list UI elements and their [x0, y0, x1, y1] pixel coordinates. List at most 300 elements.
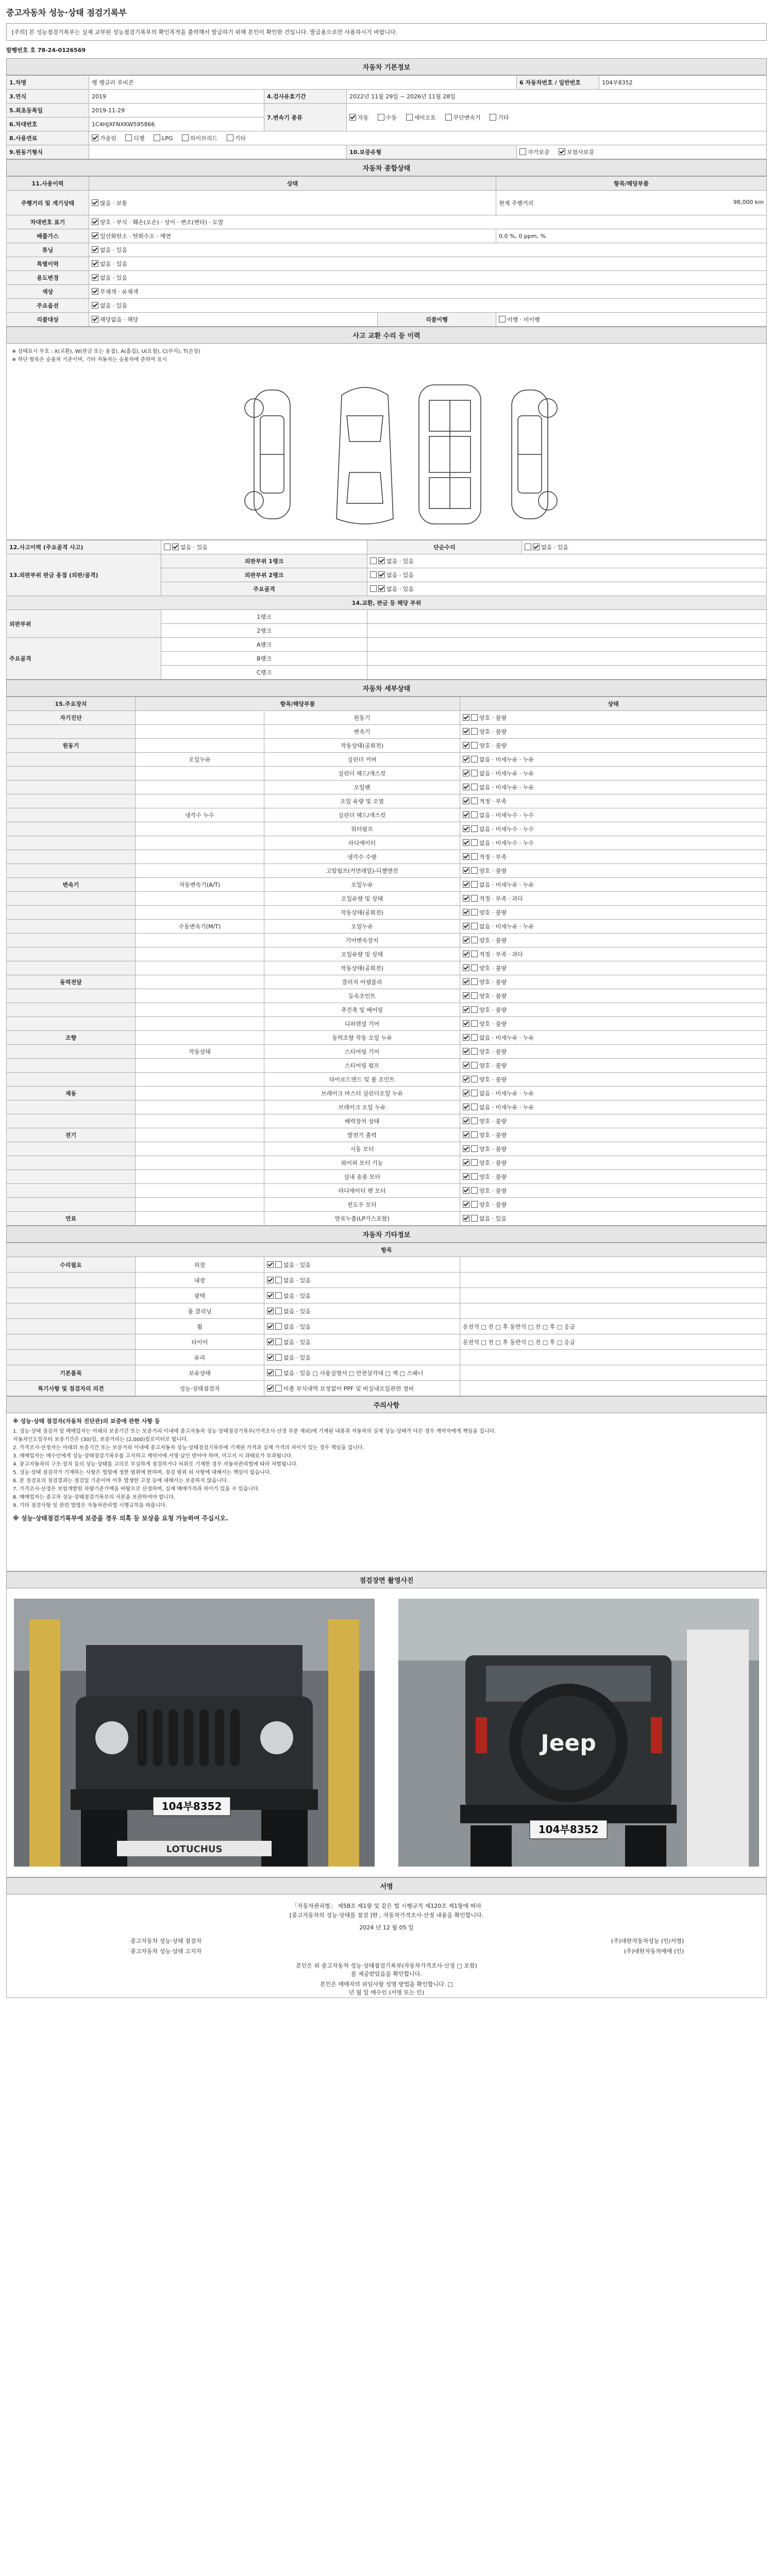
checkbox-checked-icon[interactable]	[463, 1117, 469, 1124]
other-item: 외장	[136, 1257, 264, 1273]
detail-row	[7, 836, 767, 850]
vin-label: 6.차대번호	[7, 117, 89, 131]
checkbox-icon[interactable]	[471, 756, 478, 762]
state-text: 없음 · 미세누수 · 누수	[479, 812, 534, 819]
detail-item: 브레이크 오일 누유	[264, 1100, 460, 1114]
detail-row	[7, 794, 767, 808]
detail-row	[7, 1073, 767, 1087]
state-text: 적정 · 부족	[479, 798, 507, 805]
other-group	[7, 1350, 136, 1365]
checkbox-icon[interactable]	[471, 770, 478, 776]
detail-row	[7, 892, 767, 906]
detail-group	[7, 1073, 136, 1087]
checkbox-checked-icon[interactable]	[463, 923, 469, 929]
state-text: 없음 · 미세누유 · 누유	[479, 1090, 534, 1097]
checkbox-checked-icon[interactable]	[92, 316, 98, 323]
detail-item: 오일누유	[264, 920, 460, 934]
checkbox-checked-icon[interactable]	[463, 881, 469, 888]
checkbox-icon[interactable]	[525, 544, 531, 550]
detail-row	[7, 1087, 767, 1100]
car-name-value: 랭 랭글러 루비콘	[89, 76, 517, 90]
detail-item: 기어변속장치	[264, 934, 460, 947]
checkbox-icon[interactable]	[519, 148, 526, 155]
checkbox-checked-icon[interactable]	[463, 839, 469, 846]
checkbox-checked-icon[interactable]	[267, 1277, 274, 1283]
checkbox-icon[interactable]	[499, 316, 506, 323]
checkbox-icon[interactable]	[370, 571, 377, 578]
checkbox-checked-icon[interactable]	[463, 951, 469, 957]
checkbox-icon[interactable]	[275, 1369, 282, 1376]
checkbox-checked-icon[interactable]	[463, 1048, 469, 1055]
checkbox-checked-icon[interactable]	[463, 1159, 469, 1166]
detail-group	[7, 947, 136, 961]
checkbox-icon[interactable]	[490, 114, 496, 121]
detail-row	[7, 1100, 767, 1114]
other-state	[264, 1381, 460, 1396]
other-item: 내장	[136, 1273, 264, 1288]
outer-rank2-label: 외판부위 2랭크	[161, 568, 367, 582]
use-change-label: 용도변경	[7, 271, 89, 285]
checkbox-icon[interactable]	[471, 881, 478, 888]
checkbox-icon[interactable]	[471, 867, 478, 874]
detail-row	[7, 1142, 767, 1156]
car-frame-icon	[419, 385, 481, 524]
detail-row	[7, 864, 767, 878]
checkbox-checked-icon[interactable]	[463, 728, 469, 735]
checkbox-icon[interactable]	[471, 1034, 478, 1041]
diagram-legend: ※ 상태표시 부호 : X(교환), W(판금 또는 용접), A(흠집), U(요철), C(부식), T(손상) ※ 하단 항목은 승용차 기준이며, 기타 자동차는 승용차에 준하여 표시	[12, 349, 200, 363]
detail-item: 와이퍼 모터 기능	[264, 1156, 460, 1170]
state-text: 없음 · 있음	[283, 1354, 311, 1361]
other-row	[7, 1319, 767, 1334]
checkbox-icon[interactable]	[471, 825, 478, 832]
detail-state	[460, 836, 767, 850]
detail-subgroup	[136, 822, 264, 836]
checkbox-icon[interactable]	[370, 557, 377, 564]
detail-state	[460, 1142, 767, 1156]
detail-row	[7, 989, 767, 1003]
col-note: 항목/해당부품	[496, 177, 767, 191]
col-main-device: 15.주요장치	[7, 697, 136, 711]
checkbox-checked-icon[interactable]	[463, 1104, 469, 1110]
checkbox-checked-icon[interactable]	[463, 811, 469, 818]
checkbox-checked-icon[interactable]	[267, 1354, 274, 1361]
rank-row-state	[367, 666, 767, 680]
emission-value: 0.0 %, 0 ppm, %	[496, 229, 767, 243]
checkbox-icon[interactable]	[471, 964, 478, 971]
emission-state: 일산화탄소 · 탄화수소 · 매연	[89, 229, 496, 243]
state-text: 양호 · 불량	[479, 909, 507, 916]
checkbox-checked-icon[interactable]	[463, 909, 469, 916]
col-state: 상태	[460, 697, 767, 711]
checkbox-checked-icon[interactable]	[92, 134, 98, 141]
checkbox-icon[interactable]	[471, 895, 478, 902]
checkbox-checked-icon[interactable]	[463, 1173, 469, 1180]
detail-state	[460, 850, 767, 864]
checkbox-icon[interactable]	[471, 923, 478, 929]
state-text: 없음 · 미세누유 · 누유	[479, 756, 534, 763]
detail-subgroup	[136, 794, 264, 808]
checkbox-checked-icon[interactable]	[533, 544, 540, 550]
detail-item: 윈도우 모터	[264, 1198, 460, 1212]
simple-repair-state: 없음 · 있음	[522, 540, 767, 554]
checkbox-checked-icon[interactable]	[463, 1145, 469, 1152]
checkbox-icon[interactable]	[182, 134, 189, 141]
checkbox-checked-icon[interactable]	[463, 1062, 469, 1069]
detail-subgroup	[136, 1128, 264, 1142]
detail-row	[7, 1045, 767, 1059]
inspection-record-page	[6, 0, 767, 1998]
checkbox-icon[interactable]	[471, 1104, 478, 1110]
rear-photo	[398, 1599, 759, 1867]
recall-state: 해당없음 · 해당	[89, 313, 378, 327]
other-item: 성능·상태점검자	[136, 1381, 264, 1396]
state-text: 양호 · 불량	[479, 1062, 507, 1069]
rank-row: C랭크	[161, 666, 367, 680]
detail-state	[460, 794, 767, 808]
checkbox-icon[interactable]	[275, 1385, 282, 1392]
detail-row	[7, 947, 767, 961]
detail-subgroup	[136, 1170, 264, 1184]
checkbox-checked-icon[interactable]	[463, 1131, 469, 1138]
detail-item: 냉각수 수량	[264, 850, 460, 864]
other-row	[7, 1288, 767, 1303]
checkbox-icon[interactable]	[445, 114, 452, 121]
state-text: 양호 · 불량	[479, 728, 507, 735]
checkbox-checked-icon[interactable]	[463, 825, 469, 832]
detail-group: 자기진단	[7, 711, 136, 725]
state-text: 없음 · 미세누수 · 누수	[479, 840, 534, 846]
checkbox-checked-icon[interactable]	[463, 1020, 469, 1027]
state-text: 없음 · 있음	[479, 1215, 507, 1222]
checkbox-checked-icon[interactable]	[267, 1369, 274, 1376]
detail-row	[7, 1212, 767, 1226]
checkbox-icon[interactable]	[154, 134, 160, 141]
state-text: 양호 · 불량	[479, 1118, 507, 1125]
sign-line-6: 년 월 일 매수인 (서명 또는 인)	[348, 1989, 425, 1996]
detail-row	[7, 711, 767, 725]
detail-item: 원동기	[264, 711, 460, 725]
notes-line: 자동차인도일부터 보증기간은 (30)일, 보증거리는 (2,000)킬로미터로 합니다.	[13, 1437, 189, 1443]
checkbox-checked-icon[interactable]	[267, 1308, 274, 1314]
checkbox-checked-icon[interactable]	[92, 288, 98, 295]
other-state	[264, 1365, 460, 1381]
vin-marking-label: 차대번호 표기	[7, 215, 89, 229]
detail-state	[460, 1184, 767, 1198]
detail-subgroup	[136, 975, 264, 989]
detail-subgroup	[136, 781, 264, 794]
checkbox-icon[interactable]	[275, 1292, 282, 1299]
other-state	[264, 1350, 460, 1365]
sign-date: 2024 년 12 월 05 일	[359, 1924, 414, 1931]
detail-subgroup	[136, 767, 264, 781]
checkbox-checked-icon[interactable]	[92, 232, 98, 239]
checkbox-checked-icon[interactable]	[92, 218, 98, 225]
other-state	[264, 1257, 460, 1273]
checkbox-icon[interactable]	[471, 1215, 478, 1222]
checkbox-checked-icon[interactable]	[463, 853, 469, 860]
checkbox-icon[interactable]	[471, 728, 478, 735]
other-group: 기본품목	[7, 1365, 136, 1381]
checkbox-icon[interactable]	[471, 839, 478, 846]
vin-marking-state: 양호 · 부식 · 훼손(오손) · 상이 · 변조(변타) · 도말	[89, 215, 767, 229]
inspector-value: (주)대한자동차성능 (인/서명)	[611, 1938, 684, 1944]
detail-row	[7, 961, 767, 975]
checkbox-checked-icon[interactable]	[172, 544, 179, 550]
detail-row	[7, 975, 767, 989]
detail-state	[460, 781, 767, 794]
section-signature-header: 서명	[6, 1877, 767, 1894]
accident-history-table	[6, 540, 767, 680]
checkbox-icon[interactable]	[125, 134, 132, 141]
checkbox-checked-icon[interactable]	[463, 1076, 469, 1082]
other-extra	[460, 1257, 767, 1273]
checkbox-icon[interactable]	[471, 1131, 478, 1138]
detail-item: 실린더 헤드/개스킷	[264, 767, 460, 781]
state-text: 없음 · 있음 □ 사용설명서 □ 안전삼각대 □ 잭 □ 스패너	[283, 1369, 424, 1377]
detail-subgroup	[136, 836, 264, 850]
detail-item: 라디에이터	[264, 836, 460, 850]
col-item: 항목/해당부품	[136, 697, 460, 711]
state-text: 없음 · 미세누수 · 누수	[479, 826, 534, 833]
checkbox-checked-icon[interactable]	[463, 798, 469, 804]
checkbox-checked-icon[interactable]	[267, 1261, 274, 1268]
rank-row-state	[367, 638, 767, 652]
col-state: 상태	[89, 177, 496, 191]
checkbox-checked-icon[interactable]	[463, 937, 469, 943]
detail-group	[7, 822, 136, 836]
notifier-value: (주)대한자동차매매 (인)	[624, 1948, 684, 1955]
checkbox-checked-icon[interactable]	[463, 1006, 469, 1013]
other-row	[7, 1303, 767, 1319]
front-plate-text: 104부8352	[161, 1800, 222, 1812]
checkbox-checked-icon[interactable]	[92, 274, 98, 281]
checkbox-checked-icon[interactable]	[92, 302, 98, 309]
checkbox-icon[interactable]	[471, 1062, 478, 1069]
detail-item: 오일유량 및 상태	[264, 947, 460, 961]
checkbox-icon[interactable]	[471, 951, 478, 957]
checkbox-icon[interactable]	[275, 1261, 282, 1268]
detail-group	[7, 767, 136, 781]
checkbox-icon[interactable]	[275, 1354, 282, 1361]
state-text: 양호 · 불량	[479, 868, 507, 874]
detail-row	[7, 739, 767, 753]
checkbox-checked-icon[interactable]	[92, 260, 98, 267]
replaced-parts-subheader: 14.교환, 판금 등 해당 부위	[7, 596, 767, 610]
notes-line: 1. 성능·상태 점검자 및 매매업자는 아래의 보증기간 또는 보증거리 이내에 중고자동차 성능·상태점검기록부(가격조사·산정 부분 제외)에 기재된 내용과 자동차의 실제 성능·상태가 다른 경우 계약자에게 책임을 집니다.	[13, 1429, 496, 1434]
checkbox-icon[interactable]	[471, 853, 478, 860]
detail-row	[7, 767, 767, 781]
state-text: 양호 · 불량	[479, 965, 507, 972]
checkbox-icon[interactable]	[471, 1020, 478, 1027]
photos-box	[6, 1588, 767, 1877]
checkbox-icon[interactable]	[471, 1173, 478, 1180]
detail-subgroup	[136, 1198, 264, 1212]
checkbox-icon[interactable]	[471, 1117, 478, 1124]
state-text: 없음 · 미세누유 · 누유	[479, 784, 534, 791]
recall-done-label: 리콜이행	[378, 313, 496, 327]
checkbox-icon[interactable]	[471, 1048, 478, 1055]
checkbox-checked-icon[interactable]	[378, 557, 385, 564]
checkbox-icon[interactable]	[471, 1090, 478, 1096]
checkbox-icon[interactable]	[164, 544, 171, 550]
checkbox-icon[interactable]	[370, 585, 377, 592]
other-item: 룸 클리닝	[136, 1303, 264, 1319]
detail-row	[7, 1059, 767, 1073]
checkbox-icon[interactable]	[471, 1187, 478, 1194]
detail-subgroup: 수동변속기(M/T)	[136, 920, 264, 934]
other-item: 휠	[136, 1319, 264, 1334]
state-text: 없음 · 미세누유 · 누유	[479, 1104, 534, 1111]
checkbox-icon[interactable]	[275, 1308, 282, 1314]
detail-state	[460, 920, 767, 934]
state-text: 양호 · 불량	[479, 715, 507, 721]
checkbox-checked-icon[interactable]	[463, 714, 469, 721]
checkbox-checked-icon[interactable]	[267, 1323, 274, 1330]
other-state	[264, 1303, 460, 1319]
checkbox-icon[interactable]	[471, 714, 478, 721]
checkbox-icon[interactable]	[471, 742, 478, 749]
detail-state	[460, 767, 767, 781]
checkbox-checked-icon[interactable]	[267, 1292, 274, 1299]
checkbox-checked-icon[interactable]	[463, 784, 469, 790]
checkbox-icon[interactable]	[406, 114, 413, 121]
mileage-value: 98,000 km	[733, 198, 764, 206]
state-text: 없음 · 있음	[283, 1277, 311, 1284]
detail-state	[460, 1198, 767, 1212]
detail-group	[7, 781, 136, 794]
detail-group	[7, 1100, 136, 1114]
checkbox-icon[interactable]	[471, 978, 478, 985]
other-extra	[460, 1288, 767, 1303]
document-number-value: 78-24-0126569	[37, 47, 86, 54]
detail-state	[460, 975, 767, 989]
state-text: 적정 · 부족 · 과다	[479, 951, 523, 958]
state-text: 양호 · 불량	[479, 1146, 507, 1153]
checkbox-checked-icon[interactable]	[463, 867, 469, 874]
detail-row	[7, 1031, 767, 1045]
detail-subgroup	[136, 1087, 264, 1100]
engine-type-label: 9.원동기형식	[7, 145, 89, 159]
checkbox-checked-icon[interactable]	[463, 1187, 469, 1194]
detail-state	[460, 1045, 767, 1059]
other-group: 특기사항 및 점검자의 의견	[7, 1381, 136, 1396]
detail-state	[460, 1031, 767, 1045]
detail-subgroup	[136, 739, 264, 753]
detail-item: 라디에이터 팬 모터	[264, 1184, 460, 1198]
checkbox-checked-icon[interactable]	[378, 585, 385, 592]
checkbox-icon[interactable]	[227, 134, 233, 141]
checkbox-icon[interactable]	[378, 114, 384, 121]
detail-item: 시동 모터	[264, 1142, 460, 1156]
checkbox-icon[interactable]	[471, 992, 478, 999]
checkbox-icon[interactable]	[471, 1159, 478, 1166]
checkbox-icon[interactable]	[471, 1006, 478, 1013]
checkbox-checked-icon[interactable]	[463, 770, 469, 776]
checkbox-icon[interactable]	[471, 1145, 478, 1152]
other-info-table	[6, 1243, 767, 1396]
checkbox-checked-icon[interactable]	[92, 246, 98, 253]
section-notes-header: 주의사항	[6, 1396, 767, 1413]
checkbox-checked-icon[interactable]	[463, 978, 469, 985]
detail-subgroup: 냉각수 누수	[136, 808, 264, 822]
color-label: 색상	[7, 285, 89, 299]
notes-line: 3. 매매업자는 매수인에게 성능·상태점검기록부를 고지하고 계약서에 서명·날인 받아야 하며, 미고지 시 과태료가 부과됩니다.	[13, 1453, 293, 1459]
checkbox-icon[interactable]	[471, 1076, 478, 1082]
detail-group	[7, 1017, 136, 1031]
state-text: 없음 · 있음	[283, 1338, 311, 1346]
checkbox-checked-icon[interactable]	[463, 756, 469, 762]
other-item: 광택	[136, 1288, 264, 1303]
detail-subgroup	[136, 1142, 264, 1156]
detail-state	[460, 1059, 767, 1073]
checkbox-icon[interactable]	[275, 1277, 282, 1283]
checkbox-checked-icon[interactable]	[463, 1201, 469, 1208]
detail-row	[7, 781, 767, 794]
checkbox-icon[interactable]	[471, 784, 478, 790]
detail-item: 브레이크 마스터 실린더오일 누유	[264, 1087, 460, 1100]
checkbox-icon[interactable]	[275, 1323, 282, 1330]
checkbox-icon[interactable]	[471, 811, 478, 818]
checkbox-checked-icon[interactable]	[463, 742, 469, 749]
checkbox-checked-icon[interactable]	[463, 1215, 469, 1222]
checkbox-checked-icon[interactable]	[349, 114, 356, 121]
checkbox-checked-icon[interactable]	[463, 895, 469, 902]
section-photos-header: 점검장면 촬영사진	[6, 1571, 767, 1588]
detail-group	[7, 1114, 136, 1128]
checkbox-icon[interactable]	[471, 1201, 478, 1208]
rank-row-state	[367, 652, 767, 666]
options-state: 없음 · 있음	[89, 299, 767, 313]
state-text: 적정 · 부족	[479, 854, 507, 860]
detail-state	[460, 1003, 767, 1017]
state-text: 양호 · 불량	[479, 1021, 507, 1027]
state-text: 양호 · 불량	[479, 993, 507, 999]
inspector-label: 중고자동차 성능·상태 점검자	[130, 1938, 202, 1944]
checkbox-checked-icon[interactable]	[559, 148, 565, 155]
detail-subgroup	[136, 1031, 264, 1045]
checkbox-checked-icon[interactable]	[92, 199, 98, 206]
checkbox-icon[interactable]	[275, 1338, 282, 1345]
state-text: 양호 · 불량	[479, 937, 507, 944]
checkbox-checked-icon[interactable]	[378, 571, 385, 578]
detail-state	[460, 753, 767, 767]
detail-group	[7, 892, 136, 906]
other-extra	[460, 1381, 767, 1396]
detail-state	[460, 1087, 767, 1100]
other-extra	[460, 1273, 767, 1288]
accident-history-state: 없음 · 있음	[161, 540, 367, 554]
checkbox-checked-icon[interactable]	[463, 1090, 469, 1096]
front-photo	[14, 1599, 375, 1867]
fuel-options: 가솔린 디젤 LPG 하이브리드 기타	[89, 131, 767, 145]
detail-state	[460, 1017, 767, 1031]
state-text: 양호 · 불량	[479, 1048, 507, 1055]
checkbox-icon[interactable]	[471, 937, 478, 943]
checkbox-icon[interactable]	[471, 909, 478, 916]
other-extra: 운전석 □ 전 □ 후 동반석 □ 전 □ 후 □ 응급	[460, 1319, 767, 1334]
checkbox-checked-icon[interactable]	[267, 1385, 274, 1392]
checkbox-checked-icon[interactable]	[463, 992, 469, 999]
checkbox-checked-icon[interactable]	[463, 964, 469, 971]
other-state	[264, 1319, 460, 1334]
checkbox-checked-icon[interactable]	[267, 1338, 274, 1345]
outer-rank1-label: 외판부위 1랭크	[161, 554, 367, 568]
section-general-status-header: 자동차 종합상태	[6, 159, 767, 176]
checkbox-checked-icon[interactable]	[463, 1034, 469, 1041]
checkbox-icon[interactable]	[471, 798, 478, 804]
detail-state	[460, 1100, 767, 1114]
